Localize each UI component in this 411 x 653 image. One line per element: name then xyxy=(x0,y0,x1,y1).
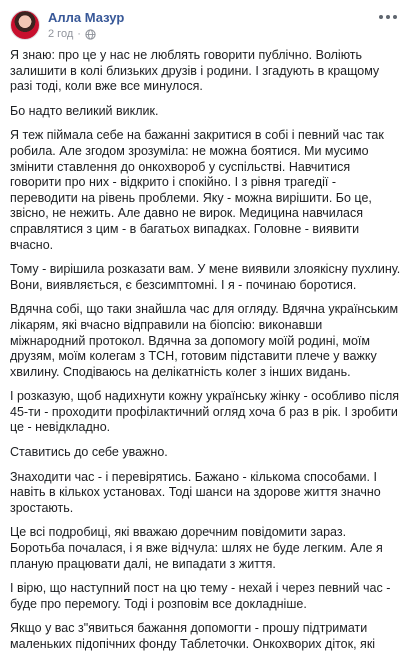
post-paragraph-9: Це всі подробиці, які вважаю доречним повідомити зараз. Боротьба почалася, і я вже відчула: шлях не буде легким. Але я планую працювати далі, не випадати з життя. xyxy=(10,525,383,571)
post-paragraph-2: Бо надто великий виклик. xyxy=(10,103,159,118)
more-options-icon[interactable] xyxy=(379,12,397,22)
post-header xyxy=(10,10,401,50)
post-subline xyxy=(48,27,124,41)
author-name[interactable]: Алла Мазур xyxy=(48,10,125,25)
post-paragraph-4: Тому - вирішила розказати вам. У мене виявили злоякісну пухлину. Вони, виявляється, є безсимптомні. І я - починаю боротися. xyxy=(10,262,401,292)
post-text xyxy=(10,48,401,653)
post-paragraph-7: Ставитись до себе уважно. xyxy=(10,445,168,460)
post-meta xyxy=(48,10,124,41)
globe-icon[interactable] xyxy=(85,29,96,40)
post-paragraph-8: Знаходити час - і перевірятись. Бажано - кількома способами. І навіть в кількох установах. Тоді шанси на здорове життя значно зростають. xyxy=(10,469,381,515)
separator-dot: · xyxy=(77,28,81,40)
post-paragraph-3: Я теж піймала себе на бажанні закритися в собі і певний час так робила. Але згодом зрозуміла: не можна боятися. Ми мусимо змінити ставлення до онкохвороб у суспільстві. Навчитися говорити про них - відкрито і спокійно. І з рівня трагедії - переводити на рівень проблеми. Яку - можна вирішити. Бо це, звісно, не нежить. Але давно не вирок. Медицина навчилася справлятися з цим - в багатьох випадках. Головне - виявити вчасно. xyxy=(10,128,384,252)
post-timestamp[interactable]: 2 год xyxy=(48,28,74,40)
post-paragraph-10: І вірю, що наступний пост на цю тему - нехай і через певний час - буде про перемогу. Тоді і розповім все докладніше. xyxy=(10,581,391,611)
post-paragraph-1: Я знаю: про це у нас не люблять говорити публічно. Воліють залишити в колі близьких друзів і родини. І згадують в кращому разі тоді, коли вже все минулося. xyxy=(10,48,380,94)
post-paragraph-6: І розказую, щоб надихнути кожну українську жінку - особливо після 45-ти - проходити профілактичний огляд хоча б раз в рік. І зробити це - невідкладно. xyxy=(10,389,400,435)
post-paragraph-5: Вдячна собі, що таки знайшла час для огляду. Вдячна українським лікарям, які вчасно відправили на біопсію: виконавши міжнародний протокол. Вдячна за допомогу моїй родині, моїм друзям, моїм колегам з ТСН, готовим підставити плече у важку хвилину. Сподіваюсь на делікатність колег з інших видань. xyxy=(10,302,399,379)
post-paragraph-11: Якщо у вас з"явиться бажання допомогти - прошу підтримати маленьких підопічних фонду Таблеточки. Онкохворих діток, які xyxy=(10,621,376,651)
author-avatar[interactable] xyxy=(10,10,40,40)
